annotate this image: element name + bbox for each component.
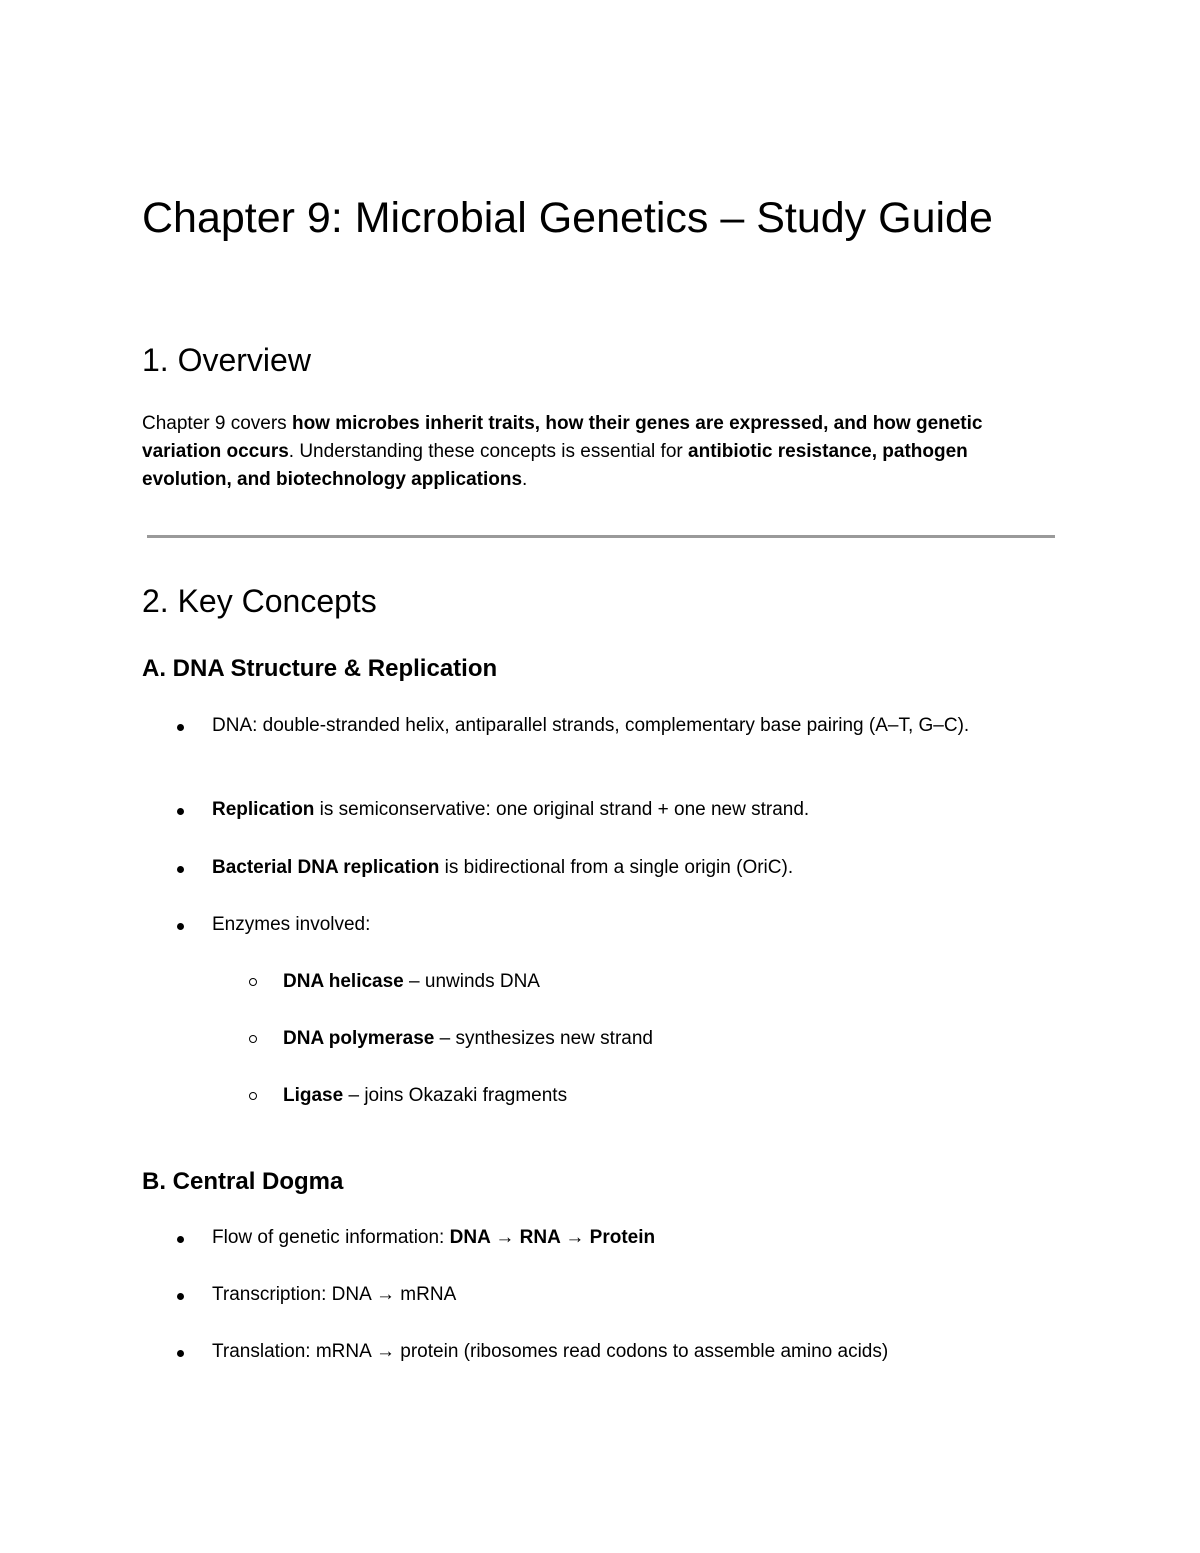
overview-paragraph [142, 410, 1062, 494]
list-item-text: is bidirectional from a single origin (OriC). [439, 857, 794, 878]
overview-bold-2: antibiotic resistance, pathogen evolution, and biotechnology applications [142, 441, 968, 490]
bullet-icon [177, 1350, 184, 1357]
enzyme-description: – unwinds DNA [403, 971, 540, 992]
sub-list-item [283, 968, 1043, 996]
document-title: Chapter 9: Microbial Genetics – Study Guide [142, 194, 993, 242]
list-item [212, 1338, 1052, 1366]
section-b-heading: B. Central Dogma [142, 1168, 344, 1195]
key-concepts-heading: 2. Key Concepts [142, 583, 377, 619]
overview-text-1: Chapter 9 covers [142, 413, 292, 434]
list-item-text: Flow of genetic information: [212, 1227, 450, 1248]
list-item-text: Translation: mRNA → protein (ribosomes read codons to assemble amino acids) [212, 1341, 889, 1362]
list-item [212, 854, 1052, 882]
horizontal-divider [147, 535, 1055, 538]
list-item [212, 911, 1052, 939]
list-item [212, 796, 1052, 824]
sub-list-item [283, 1082, 1043, 1110]
overview-bold-1: how microbes inherit traits, how their genes are expressed, and how genetic variation occurs [142, 413, 983, 462]
bullet-icon [177, 724, 184, 731]
list-item [212, 1281, 1052, 1309]
bullet-icon [177, 866, 184, 873]
section-a-heading: A. DNA Structure & Replication [142, 655, 498, 682]
enzyme-name: Ligase [283, 1085, 344, 1106]
hollow-bullet-icon [249, 978, 257, 986]
enzyme-description: – joins Okazaki fragments [343, 1085, 568, 1106]
list-item-text: Enzymes involved: [212, 914, 371, 935]
list-item-bold: DNA → RNA → Protein [449, 1227, 656, 1248]
enzyme-description: – synthesizes new strand [434, 1028, 653, 1049]
list-item [212, 712, 1052, 740]
bullet-icon [177, 808, 184, 815]
list-item-text: DNA: double-stranded helix, antiparallel strands, complementary base pairing (A–T, G–C). [212, 715, 970, 736]
enzyme-name: DNA helicase [283, 971, 404, 992]
sub-list-item [283, 1025, 1043, 1053]
list-item [212, 1224, 1052, 1252]
bullet-icon [177, 1236, 184, 1243]
hollow-bullet-icon [249, 1035, 257, 1043]
overview-text-2: . Understanding these concepts is essential for [288, 441, 689, 462]
hollow-bullet-icon [249, 1092, 257, 1100]
enzyme-name: DNA polymerase [283, 1028, 435, 1049]
overview-text-3: . [522, 469, 528, 490]
overview-heading: 1. Overview [142, 342, 311, 378]
list-item-bold: Replication [212, 799, 315, 820]
list-item-text: is semiconservative: one original strand + one new strand. [314, 799, 810, 820]
list-item-bold: Bacterial DNA replication [212, 857, 440, 878]
bullet-icon [177, 1293, 184, 1300]
bullet-icon [177, 923, 184, 930]
list-item-text: Transcription: DNA → mRNA [212, 1284, 457, 1305]
